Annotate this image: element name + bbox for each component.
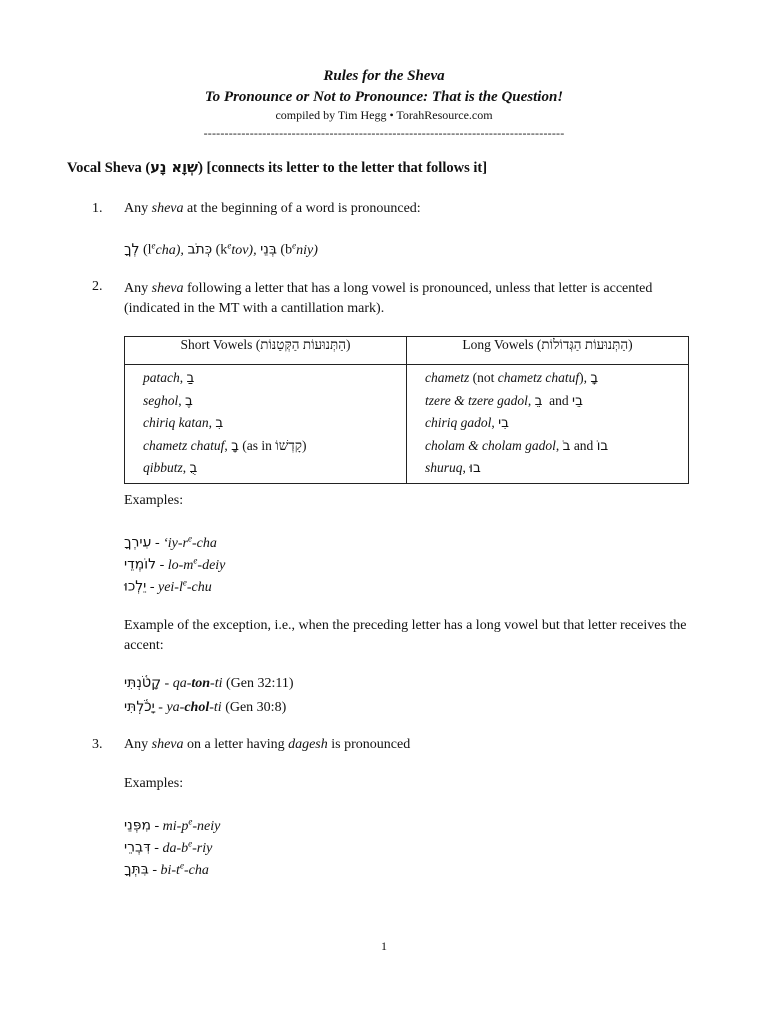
- translit: bi-t: [160, 862, 180, 878]
- rule-1-pre: Any: [124, 201, 152, 216]
- example-sup: e: [151, 240, 156, 250]
- vowels-table: [124, 336, 689, 484]
- sep: ,: [179, 370, 187, 385]
- rule-1-text: [124, 201, 421, 217]
- example-line: [124, 533, 217, 552]
- rule-1-examples: [124, 240, 318, 259]
- vowel-name: chametz chatuf: [143, 437, 225, 453]
- credit-line: compiled by Tim Hegg • TorahResource.com: [275, 108, 493, 122]
- rule-2-pre: Any: [124, 281, 152, 296]
- short-vowel-row: [143, 390, 406, 413]
- rule-2-number: 2.: [92, 279, 103, 294]
- rule-3-text: [124, 737, 410, 753]
- rule-3-pre: Any: [124, 737, 152, 752]
- translit: da-b: [162, 840, 189, 856]
- example-line: [124, 816, 220, 835]
- sep: ,: [178, 392, 185, 408]
- example-open: (k: [212, 242, 228, 258]
- sep: (not: [469, 370, 498, 385]
- sep: ,: [208, 415, 216, 430]
- scripture-ref: (Gen 32:11): [222, 676, 294, 691]
- sep: -: [154, 700, 167, 715]
- vowel-sign: בָ: [231, 437, 239, 454]
- example-rest: cha),: [155, 242, 188, 258]
- rule-3-mid: on a letter having: [183, 737, 289, 752]
- translit-sup: e: [188, 838, 193, 848]
- translit: lo-m: [167, 557, 194, 573]
- example-sup: e: [292, 240, 297, 250]
- short-vowels-header: Short Vowels (הַתְּנוּעוֹת הַקְּטַנּוֹת): [125, 337, 407, 365]
- rule-1-em: sheva: [151, 201, 184, 216]
- example-open: (l: [139, 242, 152, 258]
- sep: -: [151, 535, 164, 551]
- vowel-sign: בוֹ: [596, 437, 609, 454]
- short-vowel-row: [143, 435, 406, 458]
- rule-3-number: 3.: [92, 737, 103, 752]
- sep: -: [150, 840, 163, 856]
- rule-2-em: sheva: [151, 281, 184, 296]
- rule-3-em: sheva: [151, 737, 184, 752]
- translit: mi-p: [162, 818, 189, 834]
- vowel-sign: בָ: [590, 370, 599, 386]
- sep: and: [570, 437, 597, 453]
- translit: yei-l: [157, 579, 183, 595]
- short-vowel-row: [143, 412, 406, 435]
- vowel-name: qibbutz: [143, 460, 183, 475]
- vowel-name: patach: [143, 370, 180, 385]
- vowel-sign: בֵי: [572, 392, 583, 409]
- sep: ,: [462, 460, 470, 475]
- example-line: [124, 860, 209, 879]
- vowel-sign: בִ: [215, 415, 224, 431]
- translit-accent: chol: [184, 700, 210, 715]
- sep: -: [148, 862, 161, 878]
- long-vowel-row: [425, 390, 688, 413]
- sep: ,: [182, 460, 190, 475]
- example-hebrew: יָכֹ֫לְתִּי: [124, 699, 155, 715]
- example-line: [124, 555, 225, 574]
- sep: -: [156, 557, 168, 573]
- sep: -: [161, 676, 173, 691]
- examples-label: Examples:: [124, 776, 184, 791]
- translit: -ti: [209, 700, 222, 715]
- vowel-sign: בֻ: [189, 460, 198, 476]
- translit-sup: e: [188, 816, 193, 826]
- rule-2-post: following a letter that has a long vowel is pronounced, unless that letter is accented (indicated in the MT with a cantillation mark).: [124, 281, 653, 316]
- translit: -neiy: [192, 818, 221, 834]
- translit: ya-: [166, 700, 185, 715]
- example-hebrew: קָטֹ֫נְתִּי: [124, 675, 162, 691]
- vowel-sign: בַ: [186, 370, 195, 386]
- vowel-sign: בִי: [498, 415, 509, 431]
- section-heading-prefix: Vocal Sheva (: [67, 160, 151, 176]
- example-rest: tov),: [231, 242, 261, 258]
- sep: ,: [527, 392, 535, 408]
- sep: ,: [555, 437, 563, 453]
- example-hebrew: בִּתְּךָ: [124, 861, 149, 878]
- short-vowels-cell: [125, 365, 407, 484]
- vowel-name: chiriq gadol: [425, 415, 492, 430]
- example-sup: e: [227, 240, 232, 250]
- section-heading: [67, 160, 487, 177]
- example-hebrew: לְךָ: [124, 241, 140, 258]
- example-hebrew: יֵלְכוּ: [124, 578, 147, 595]
- sep: ,: [224, 437, 232, 453]
- example-line: [124, 838, 212, 857]
- long-vowel-row: [425, 412, 688, 435]
- translit-sup: e: [188, 533, 193, 543]
- translit: -chu: [186, 579, 212, 595]
- translit-accent: ton: [191, 676, 211, 691]
- vowel-sign: בֶ: [185, 392, 193, 409]
- translit: -cha: [183, 862, 209, 878]
- vowel-name: cholam & cholam gadol: [425, 437, 556, 453]
- example-rest: niy): [296, 242, 318, 258]
- short-vowel-row: [143, 457, 406, 480]
- example-hebrew: מִפְּנֵי: [124, 817, 151, 834]
- vowel-name: chametz: [425, 370, 470, 385]
- long-vowels-header: Long Vowels (הַתְּנוּעוֹת הַגְּדוֹלוֹת): [407, 337, 689, 365]
- example-hebrew: לוֹמְדֵי: [124, 556, 157, 573]
- examples-label: Examples:: [124, 493, 184, 508]
- rule-2-text: [124, 279, 694, 319]
- vowel-sign: בוּ: [469, 460, 481, 476]
- vowel-name: chiriq katan: [143, 415, 209, 430]
- vowel-sign: בֵ: [534, 392, 543, 409]
- translit-sup: e: [182, 577, 187, 587]
- example-hebrew: דִּבְרֵי: [124, 839, 151, 856]
- translit: qa-: [172, 676, 192, 691]
- sep: -: [151, 818, 163, 834]
- exception-line: [124, 698, 286, 716]
- vowel-tail: (as in קָדְשׁוֹ): [238, 437, 307, 453]
- sep: ,: [491, 415, 499, 430]
- section-heading-suffix: ) [connects its letter to the letter that follows it]: [198, 160, 488, 176]
- divider-line: --------------------------------------------------------------------------------------: [203, 126, 565, 140]
- example-hebrew: כְּתֹב: [187, 241, 213, 258]
- example-line: [124, 577, 212, 596]
- translit: -cha: [192, 535, 217, 551]
- sep: -: [146, 579, 158, 595]
- vowel-sign: בֹ: [562, 437, 571, 454]
- example-open: (b: [276, 242, 293, 258]
- translit: -ti: [210, 676, 223, 691]
- rule-1-number: 1.: [92, 201, 103, 216]
- exception-text: Example of the exception, i.e., when the preceding letter has a long vowel but that letter receives the accent:: [124, 618, 687, 653]
- short-vowel-row: [143, 367, 406, 390]
- document-subtitle: To Pronounce or Not to Pronounce: That is the Question!: [204, 89, 564, 105]
- long-vowels-cell: [407, 365, 689, 484]
- sep: ),: [579, 370, 591, 385]
- rule-3-em2: dagesh: [288, 737, 328, 752]
- long-vowel-row: [425, 435, 688, 458]
- long-vowel-row: [425, 367, 688, 390]
- long-vowel-row: [425, 457, 688, 480]
- translit-sup: e: [179, 860, 184, 870]
- translit-sup: e: [193, 555, 198, 565]
- vowel-name: shuruq: [425, 460, 463, 475]
- sep: and: [542, 392, 573, 408]
- translit: -deiy: [197, 557, 226, 573]
- vowel-note: chametz chatuf: [497, 370, 580, 385]
- example-hebrew: בְּנֵי: [260, 241, 277, 258]
- rule-1-post: at the beginning of a word is pronounced:: [183, 201, 421, 216]
- vowel-name: seghol: [143, 392, 179, 408]
- document-title: Rules for the Sheva: [323, 68, 445, 84]
- translit: -riy: [192, 840, 213, 856]
- example-hebrew: עִירְךָ: [124, 534, 152, 551]
- rule-3-post: is pronounced: [327, 737, 411, 752]
- page-number: 1: [381, 939, 387, 953]
- translit: ‘iy-r: [163, 535, 189, 551]
- vowel-name: tzere & tzere gadol: [425, 392, 528, 408]
- section-heading-hebrew: שְׁוָא נָע: [150, 160, 199, 176]
- exception-line: [124, 674, 294, 692]
- scripture-ref: (Gen 30:8): [221, 700, 287, 715]
